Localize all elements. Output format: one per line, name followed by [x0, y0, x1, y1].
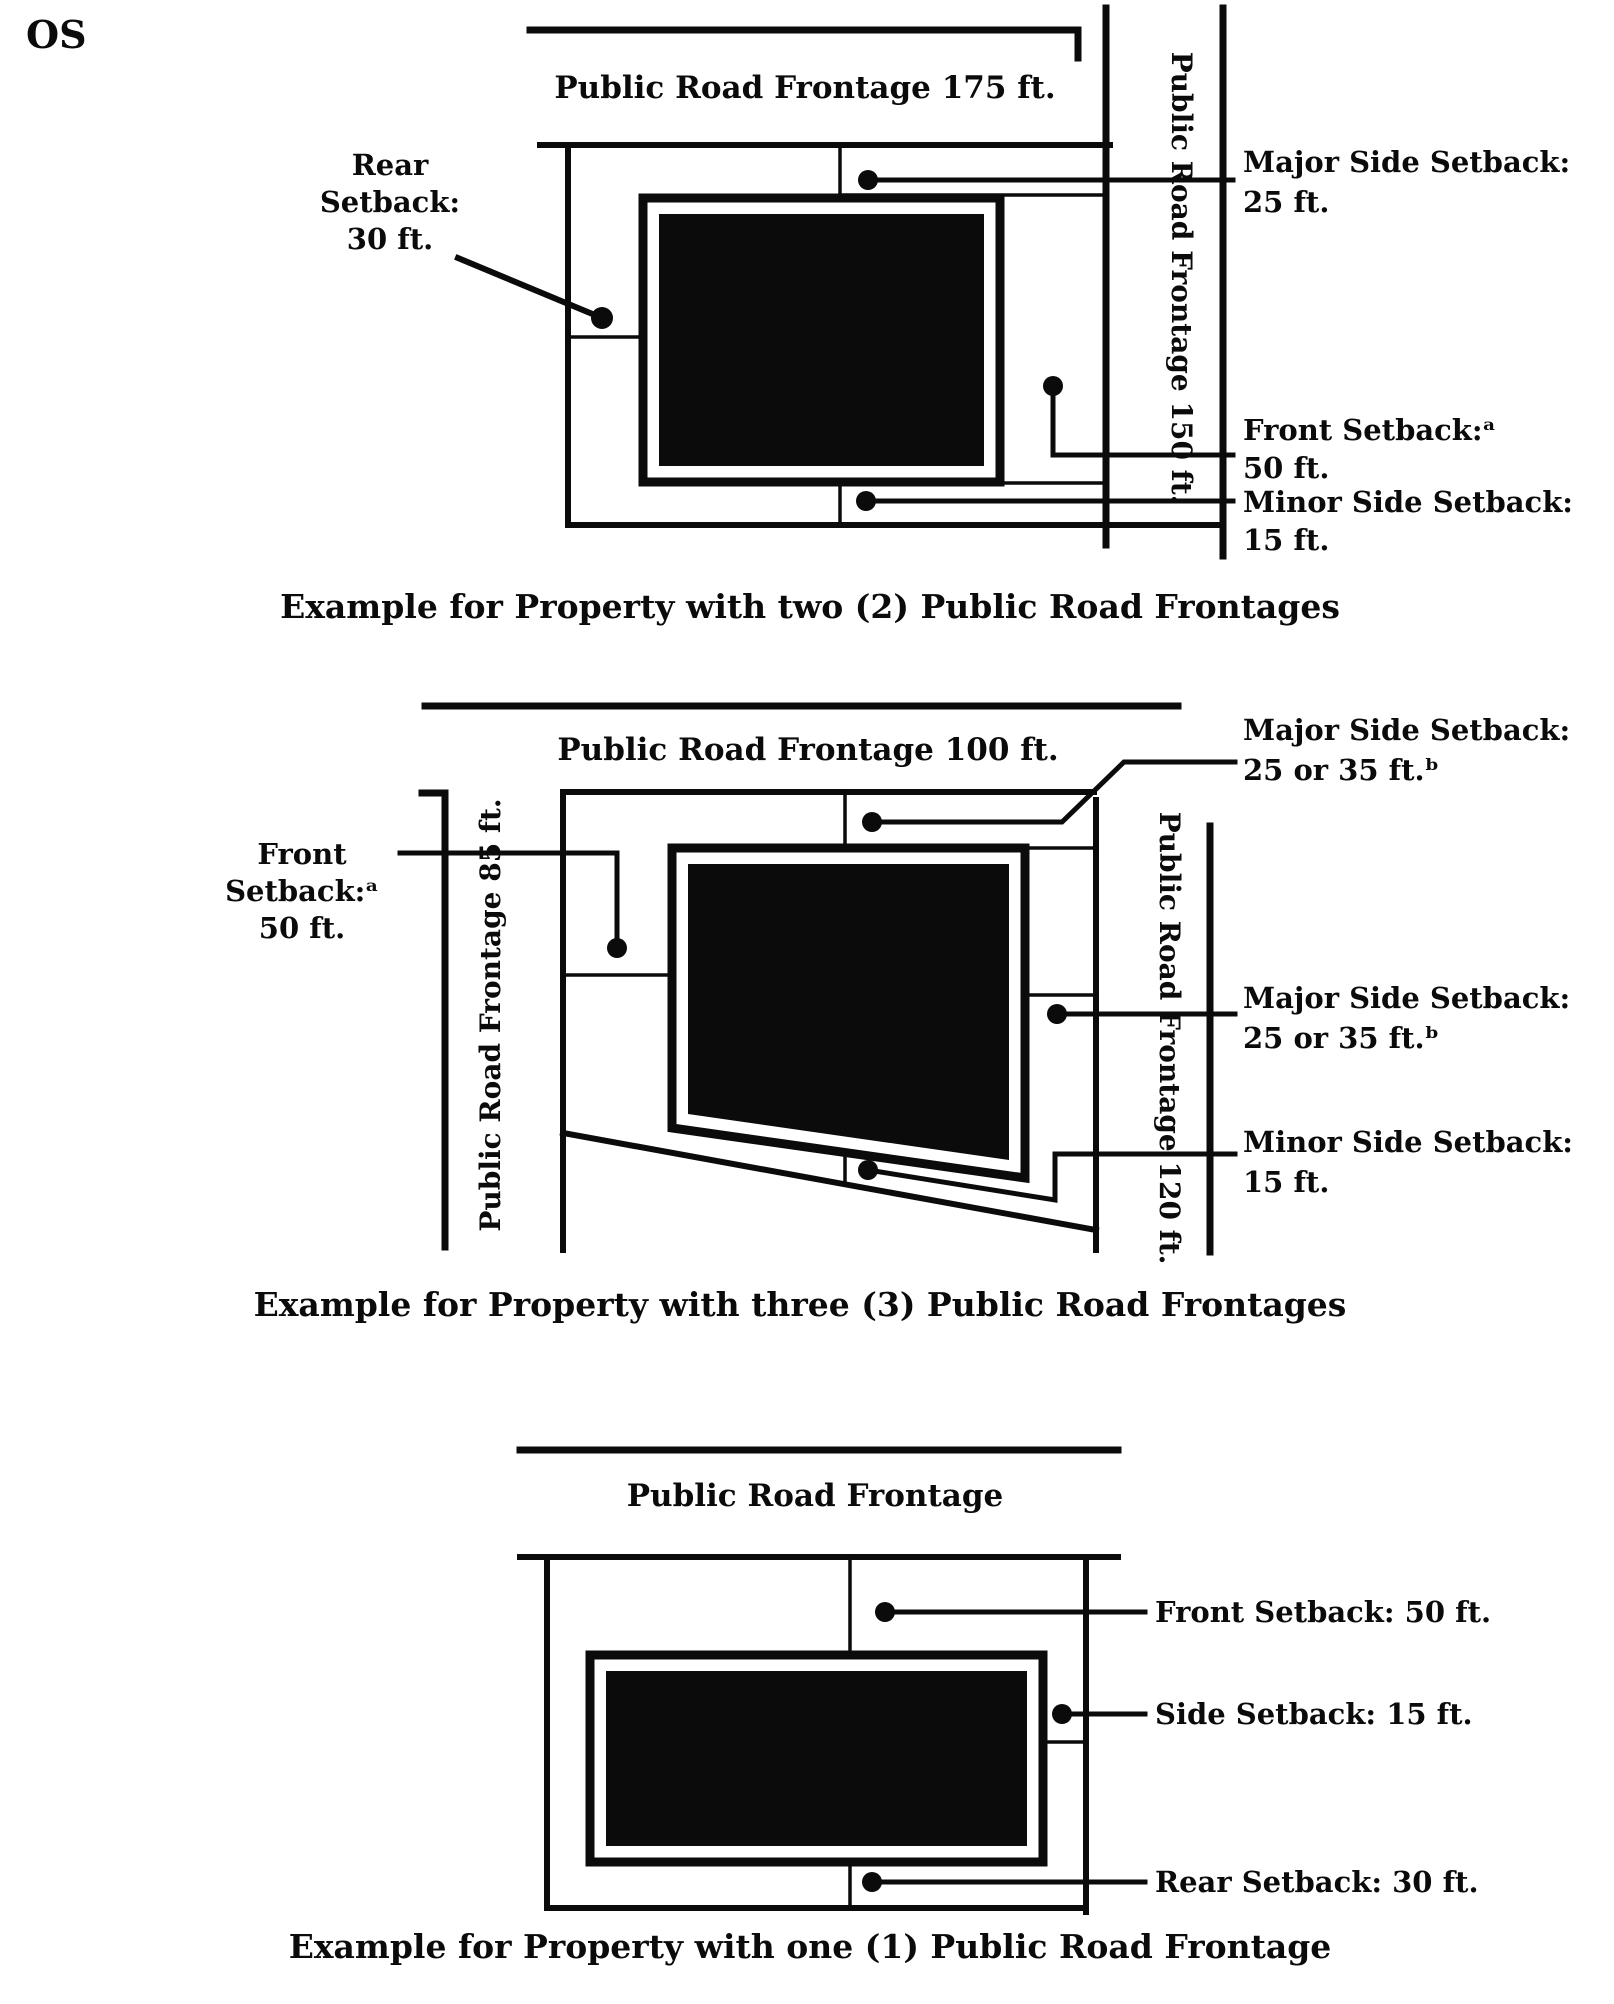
callout-dot — [607, 938, 627, 958]
minor-side-setback-label — [1243, 485, 1573, 557]
svg-text:50 ft.: 50 ft. — [258, 911, 346, 945]
diagram-one-frontage — [289, 1450, 1491, 1966]
callout-dot — [591, 307, 613, 329]
right-road-frontage-label: Public Road Frontage 150 ft. — [1165, 51, 1198, 505]
svg-text:Major Side Setback:: Major Side Setback: — [1243, 981, 1571, 1015]
road-frontage-title: Public Road Frontage 175 ft. — [554, 70, 1056, 106]
svg-text:25 or 35 ft.ᵇ: 25 or 35 ft.ᵇ — [1243, 753, 1440, 787]
front-setback-callout — [1043, 376, 1233, 455]
major-side-setback-right-label — [1243, 981, 1570, 1055]
building-footprint — [590, 1655, 1043, 1862]
diagram-caption: Example for Property with two (2) Public Road Frontages — [280, 587, 1340, 626]
rear-setback-callout — [862, 1872, 1145, 1892]
front-setback-label — [1243, 413, 1496, 485]
svg-text:Front: Front — [257, 837, 347, 871]
svg-text:15 ft.: 15 ft. — [1243, 1165, 1330, 1199]
major-side-setback-top-label — [1243, 713, 1570, 787]
road-frontage-title: Public Road Frontage 100 ft. — [557, 732, 1059, 768]
diagram-caption: Example for Property with one (1) Public Road Frontage — [288, 1927, 1332, 1966]
svg-text:15 ft.: 15 ft. — [1243, 523, 1330, 557]
svg-text:Minor Side Setback:: Minor Side Setback: — [1243, 1125, 1574, 1159]
diagram-two-frontages — [280, 8, 1573, 626]
svg-text:Rear: Rear — [351, 148, 429, 182]
front-setback-callout — [400, 853, 627, 958]
road-frontage-title: Public Road Frontage — [626, 1478, 1004, 1514]
svg-text:Setback:ᵃ: Setback:ᵃ — [225, 874, 379, 908]
front-setback-callout — [875, 1602, 1145, 1622]
diagram-three-frontages — [225, 706, 1573, 1324]
svg-text:Major Side Setback:: Major Side Setback: — [1243, 145, 1571, 179]
front-setback-label: Front Setback: 50 ft. — [1155, 1595, 1492, 1629]
building-footprint — [643, 198, 1000, 482]
top-road-line — [530, 30, 1078, 58]
diagram-caption: Example for Property with three (3) Public Road Frontages — [253, 1285, 1347, 1324]
rear-setback-label — [320, 148, 460, 256]
major-side-setback-label — [1243, 145, 1570, 219]
right-road-lines — [1106, 8, 1223, 556]
svg-text:Setback:: Setback: — [319, 185, 461, 219]
svg-text:30 ft.: 30 ft. — [346, 222, 434, 256]
front-setback-label — [225, 837, 379, 945]
right-road-frontage-label: Public Road Frontage 120 ft. — [1153, 811, 1186, 1265]
side-setback-label: Side Setback: 15 ft. — [1155, 1697, 1473, 1731]
building-footprint — [672, 848, 1025, 1178]
left-road-frontage-label: Public Road Frontage 85 ft. — [474, 798, 507, 1232]
svg-text:50 ft.: 50 ft. — [1243, 451, 1330, 485]
svg-text:25 ft.: 25 ft. — [1243, 185, 1330, 219]
zone-code-label: OS — [26, 12, 87, 57]
svg-text:Major Side Setback:: Major Side Setback: — [1243, 713, 1571, 747]
minor-side-setback-label — [1243, 1125, 1573, 1199]
svg-text:25 or 35 ft.ᵇ: 25 or 35 ft.ᵇ — [1243, 1021, 1440, 1055]
rear-setback-callout — [458, 258, 613, 329]
side-setback-callout — [1052, 1704, 1145, 1724]
rear-setback-label: Rear Setback: 30 ft. — [1155, 1865, 1479, 1899]
left-road-lines — [422, 793, 445, 1247]
svg-text:Front Setback:ᵃ: Front Setback:ᵃ — [1243, 413, 1497, 447]
svg-text:Minor Side Setback:: Minor Side Setback: — [1243, 485, 1574, 519]
